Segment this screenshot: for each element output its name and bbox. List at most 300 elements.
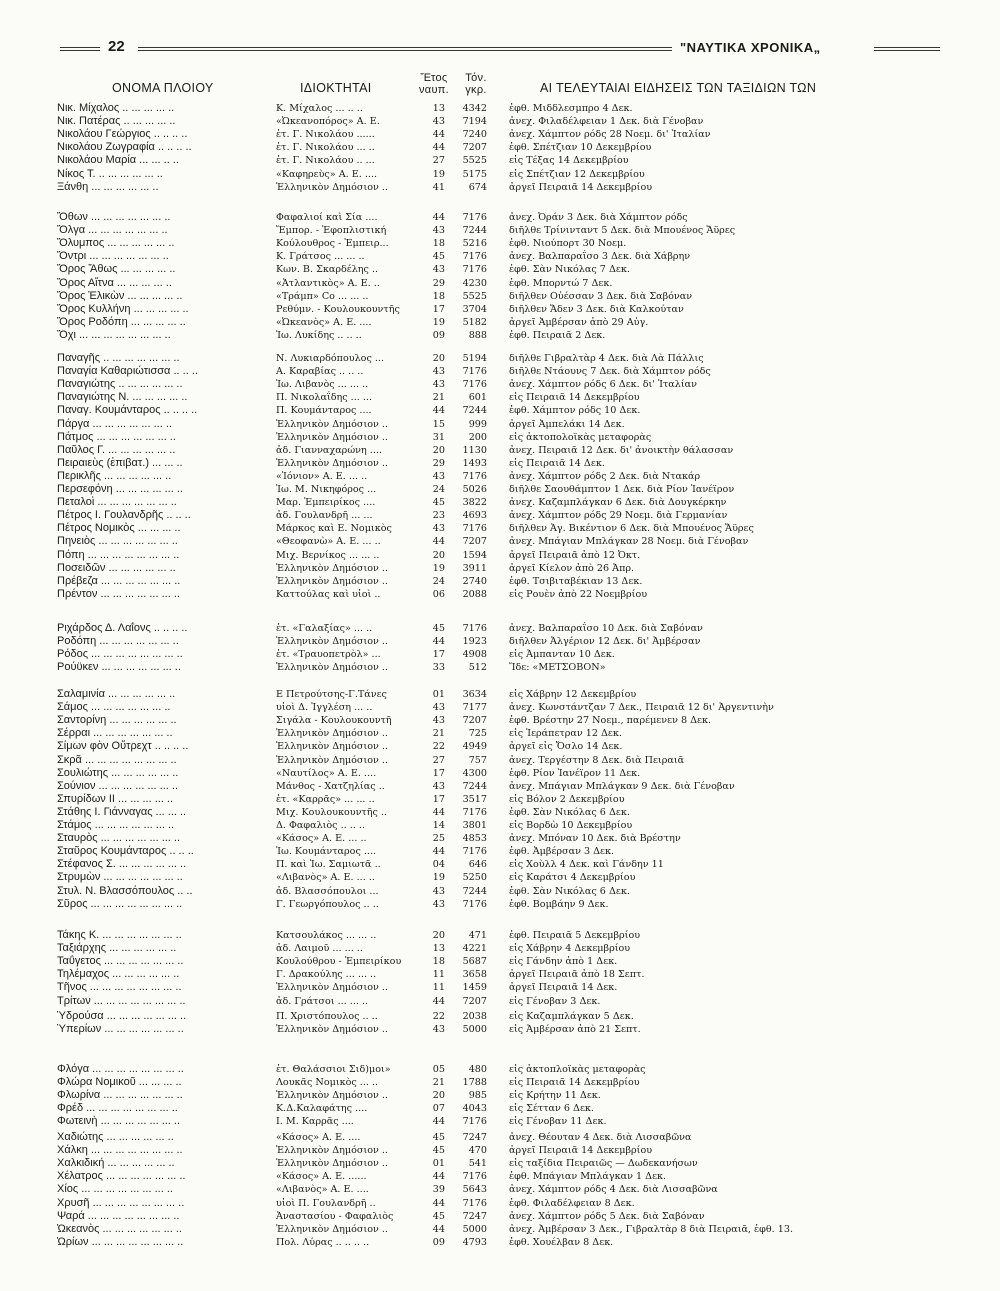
ship-year: 04 — [432, 859, 445, 871]
ship-year: 13 — [432, 943, 445, 955]
table-row — [0, 365, 1000, 378]
ship-name: Ὄρος Κυλλήνη ... ... ... ... .. — [57, 302, 189, 315]
ship-name: Περσεφόνη ... ... ... ... ... .. — [57, 483, 183, 495]
ship-year: 20 — [432, 444, 445, 456]
ship-name: Στυλ. Ν. Βλασσόπουλος .. .. — [57, 884, 193, 897]
ship-owner: Ἑλληνικὸν Δημόσιον .. — [276, 1145, 388, 1157]
ship-tonnage: 7176 — [462, 806, 487, 818]
ship-name: Ταΰγετος ... ... ... ... ... ... .. — [57, 955, 184, 968]
ship-name: Ὄρος Αἴτνα ... ... ... ... .. — [57, 276, 172, 289]
ship-name: Σαλαμινία ... ... ... ... ... .. — [57, 688, 176, 700]
table-row — [0, 858, 1000, 871]
table-row — [0, 1170, 1000, 1183]
page-header — [60, 38, 940, 62]
ship-year: 44 — [432, 1116, 445, 1128]
ship-name: Φλωρίνα ... ... ... ... ... ... .. — [57, 1089, 183, 1102]
ship-year: 17 — [432, 767, 445, 779]
ship-tonnage: 7176 — [462, 251, 487, 263]
ship-latest-news: ἀνεχ. Θέουταν 4 Δεκ. διὰ Λισσαβῶνα — [509, 1132, 692, 1143]
ship-latest-news: ἀνεχ. Χάμπτον ρόδς 4 Δεκ. διὰ Λισσαβῶνα — [509, 1184, 718, 1196]
ship-name: Ταξιάρχης ... ... ... ... ... .. — [57, 942, 177, 955]
ship-latest-news: ἐφθ. Μπορντώ 7 Δεκ. — [509, 277, 613, 289]
ship-tonnage: 200 — [468, 431, 487, 443]
table-row — [0, 661, 1000, 674]
ship-owner: «Τράμπ» Co ... ... .. — [276, 290, 369, 302]
ship-owner: Μιχ. Κουλουκουντῆς .. — [276, 806, 387, 818]
ship-tonnage: 5216 — [462, 238, 487, 250]
table-row — [0, 535, 1000, 548]
ship-owner: Π. καὶ Ἰω. Σαμιωτᾶ .. — [276, 859, 381, 871]
ship-owner: Ἑλληνικὸν Δημόσιον .. — [276, 457, 388, 469]
ship-owner: Πολ. Λύρας .. .. .. .. — [276, 1236, 370, 1248]
ship-year: 43 — [432, 780, 445, 792]
ship-year: 11 — [432, 969, 445, 981]
ship-year: 44 — [432, 142, 445, 154]
ship-tonnage: 7176 — [462, 1171, 487, 1183]
ship-latest-news: εἰς Γένοβαν 11 Δεκ. — [509, 1116, 607, 1128]
ship-owner: Γ. Δρακούλης ... ... .. — [276, 969, 377, 981]
ship-name: Πέτρος Ι. Γουλανδρῆς .. .. .. — [57, 509, 191, 522]
ship-owner: Μιχ. Βερνίκος ... ... .. — [276, 549, 380, 561]
table-row — [0, 955, 1000, 968]
table-row — [0, 1131, 1000, 1144]
ship-owner: υἱοὶ Δ. Ἰγγλέση ... .. — [276, 702, 373, 714]
ship-tonnage: 5194 — [462, 353, 487, 364]
ship-name: Σίμων φὸν Οὔτρεχτ .. .. .. .. — [57, 740, 189, 753]
ship-year: 43 — [432, 1024, 445, 1036]
ship-owner: Ἑλληνικὸν Δημόσιον .. — [276, 181, 388, 193]
ship-latest-news: εἰς Ρουὲν ἀπὸ 22 Νοεμβρίου — [509, 588, 648, 600]
ship-latest-news: ἀργεῖ Πειραιᾶ ἀπὸ 12 Ὀκτ. — [509, 549, 641, 561]
ship-name: Σῦρος ... ... ... ... ... ... ... .. — [57, 897, 183, 910]
ship-owner: Ἑλληνικὸν Δημόσιον .. — [276, 1158, 388, 1170]
ship-latest-news: ἐφθ. Σπέτζιαν 10 Δεκεμβρίου — [509, 142, 652, 154]
table-row — [0, 1210, 1000, 1223]
ship-year: 43 — [432, 366, 445, 378]
ship-latest-news: διῆλθεν Οὐέσσαν 3 Δεκ. διὰ Σαβόναν — [509, 290, 693, 302]
ship-tonnage: 3704 — [462, 303, 487, 315]
ship-year: 20 — [432, 930, 445, 941]
ship-latest-news: ἀργεῖ Κίελον ἀπὸ 26 Ἀπρ. — [509, 562, 635, 574]
ship-latest-news: ἀργεῖ εἰς Ὄσλο 14 Δεκ. — [509, 741, 623, 753]
ship-name: Νικολάου Μαρία ... ... .. .. — [57, 154, 179, 167]
ship-latest-news: ἀργεῖ Ἀμπελάκι 14 Δεκ. — [509, 418, 625, 430]
ship-name: Ὄρος Ἑλικὼν ... ... ... ... .. — [57, 289, 183, 302]
ship-owner: Κ.Δ.Καλαφάτης .... — [276, 1103, 368, 1115]
table-row — [0, 483, 1000, 496]
table-row — [0, 1063, 1000, 1076]
ship-year: 17 — [432, 649, 445, 661]
ship-tonnage: 471 — [468, 930, 487, 941]
ship-owner: Ἑλληνικὸν Δημόσιον .. — [276, 982, 388, 994]
ship-tonnage: 7176 — [462, 898, 487, 910]
ship-tonnage: 4230 — [462, 277, 487, 289]
ship-owner: «Ἀτλαντικὸς» Α. Ε. .. — [276, 277, 380, 289]
ship-owner: «Ὠκεανὸς» Α. Ε. .... — [276, 316, 372, 328]
ship-owner: Ἑλληνικὸν Δημόσιον .. — [276, 754, 388, 766]
ship-name: Ὠκεανὸς ... ... ... ... ... ... .. — [57, 1222, 182, 1235]
ship-name: Παναγιώτης .. ... ... ... ... .. — [57, 378, 183, 391]
ship-owner: Λουκᾶς Νομικὸς ... .. — [276, 1077, 379, 1089]
table-row — [0, 898, 1000, 911]
ship-year: 43 — [432, 885, 445, 897]
ship-year: 05 — [432, 1064, 445, 1075]
ship-tonnage: 1923 — [462, 636, 487, 648]
table-row — [0, 995, 1000, 1008]
ship-latest-news: ἀνεχ. Ὀράν 3 Δεκ. διὰ Χάμπτον ρόδς — [509, 212, 688, 223]
column-header-year — [414, 72, 454, 96]
table-row — [0, 303, 1000, 316]
table-row — [0, 329, 1000, 342]
table-row — [0, 1076, 1000, 1089]
ship-latest-news: εἰς Σέτταν 6 Δεκ. — [509, 1103, 594, 1115]
table-row — [0, 688, 1000, 701]
ship-year: 27 — [432, 155, 445, 167]
ship-tonnage: 3517 — [462, 793, 487, 805]
ship-owner: Ε Πετρούτσης-Γ.Τάνες — [276, 689, 387, 700]
ship-owner: Ἑλληνικὸν Δημόσιον .. — [276, 1223, 388, 1235]
ship-year: 21 — [432, 392, 445, 404]
table-row — [0, 1102, 1000, 1115]
table-row — [0, 263, 1000, 276]
table-row — [0, 290, 1000, 303]
ship-tonnage: 888 — [468, 329, 487, 341]
ship-name: Χίος ... ... ... ... ... ... ... .. — [57, 1183, 173, 1196]
ship-year: 01 — [432, 689, 445, 700]
ship-tonnage: 7207 — [462, 995, 487, 1007]
ship-name: Τηλέμαχος ... ... ... ... ... .. — [57, 968, 180, 981]
ship-owner: Π. Νικολαΐδης ... ... — [276, 392, 373, 404]
ship-name: Φρέδ ... ... ... ... ... ... ... .. — [57, 1102, 178, 1115]
table-row — [0, 1183, 1000, 1196]
ship-name: Πρέβεζα ... ... ... ... ... ... .. — [57, 574, 181, 587]
ship-owner: Φαφαλιοί καὶ Σία .... — [276, 212, 378, 223]
ship-owner: Ἑλληνικὸν Δημόσιον .. — [276, 431, 388, 443]
ship-tonnage: 5000 — [462, 1024, 487, 1036]
ship-owner: Κ. Γράτσος ... ... .. — [276, 251, 365, 263]
ship-year: 45 — [432, 1132, 445, 1143]
ship-tonnage: 1130 — [462, 444, 487, 456]
table-row — [0, 793, 1000, 806]
ship-latest-news: εἰς ταξίδια Πειραιῶς — Δωδεκανήσων — [509, 1158, 698, 1170]
ship-year: 44 — [432, 846, 445, 858]
ship-tonnage: 1788 — [462, 1077, 487, 1089]
ship-year: 20 — [432, 353, 445, 364]
table-row — [0, 115, 1000, 128]
ship-owner: Ἑλληνικὸν Δημόσιον .. — [276, 575, 388, 587]
ship-latest-news: εἰς Βόλον 2 Δεκεμβρίου — [509, 793, 625, 805]
ship-latest-news: Ἴδε: «ΜΕΤΣΟΒΟΝ» — [509, 662, 606, 674]
ship-name: Πειραιεὺς (ἐπιβατ.) ... ... .. — [57, 456, 183, 469]
ship-year: 44 — [432, 405, 445, 417]
ship-tonnage: 5687 — [462, 956, 487, 968]
ship-tonnage: 4693 — [462, 510, 487, 522]
ship-latest-news: εἰς Γάνδην ἀπὸ 1 Δεκ. — [509, 956, 618, 968]
ship-owner: Ἑλληνικὸν Δημόσιον .. — [276, 1090, 388, 1102]
ship-tonnage: 999 — [468, 418, 487, 430]
ship-latest-news: εἰς ἀκτοπλοϊκὰς μεταφορὰς — [509, 1064, 646, 1075]
ship-owner: Ν. Λυκιαρδόπουλος ... — [276, 353, 385, 364]
ship-year: 14 — [432, 820, 445, 831]
ship-latest-news: ἀνεχ. Χάμπτον ρόδς 6 Δεκ. δι' Ἰταλίαν — [509, 379, 697, 391]
ship-owner: Καττούλας καὶ υἱοὶ .. — [276, 588, 381, 600]
ship-owner: Ἑλληνικὸν Δημόσιον .. — [276, 1024, 388, 1036]
ship-tonnage: 5525 — [462, 290, 487, 302]
table-row — [0, 871, 1000, 884]
ship-name: Ὄρος Ἄθως ... ... ... ... .. — [57, 263, 176, 276]
ship-year: 39 — [432, 1184, 445, 1196]
ship-latest-news: εἰς Κρήτην 11 Δεκ. — [509, 1090, 601, 1102]
ship-year: 19 — [432, 316, 445, 328]
ship-owner: Ἰω. Κουμάνταρος .... — [276, 846, 377, 858]
ship-year: 44 — [432, 1171, 445, 1183]
ship-latest-news: ἐφθ. Σὰν Νικόλας 7 Δεκ. — [509, 264, 630, 276]
ship-owner: Κ. Μίχαλος ... .. .. — [276, 103, 363, 114]
ship-latest-news: ἀνεχ. Ἀμβέρσαν 3 Δεκ., Γιβραλτὰρ 8 διὰ Πειραιᾶ, ἐφθ. 13. — [509, 1223, 794, 1235]
ship-name: Ριχάρδος Δ. Λαΐονς .. .. .. .. — [57, 622, 188, 634]
ship-name: Ὑδρούσα ... ... ... ... ... ... .. — [57, 1010, 187, 1022]
ship-owner: Α. Καραβίας .. .. .. — [276, 366, 364, 378]
ship-name: Σκρᾶ ... ... ... ... ... ... ... .. — [57, 753, 177, 766]
ship-name: Φλώρα Νομικοῦ ... ... ... .. — [57, 1076, 182, 1089]
ship-tonnage: 3801 — [462, 820, 487, 831]
ship-latest-news: ἀνεχ. Βαλπαραΐσο 3 Δεκ. διὰ Χάβρην — [509, 251, 691, 263]
ship-latest-news: ἐφθ. Φιλαδέλφειαν 8 Δεκ. — [509, 1197, 635, 1209]
ship-owner: Π. Κουμάνταρος .... — [276, 405, 372, 417]
table-row — [0, 418, 1000, 431]
ship-owner: Σιγάλα - Κουλουκουντῆ — [276, 715, 392, 727]
ship-latest-news: ἀργεῖ Πειραιᾶ 14 Δεκεμβρίου — [509, 181, 653, 193]
ship-tonnage: 3822 — [462, 497, 487, 509]
ship-owner: «Θεοφανὼ» Α. Ε. ... .. — [276, 536, 381, 548]
ship-owner: Ἑλληνικὸν Δημόσιον .. — [276, 636, 388, 648]
ship-year: 41 — [432, 181, 445, 193]
ship-latest-news: εἰς Βορδὼ 10 Δεκεμβρίου — [509, 820, 633, 831]
ship-latest-news: ἐφθ. Ἀμβέρσαν 3 Δεκ. — [509, 846, 615, 858]
ship-year: 29 — [432, 457, 445, 469]
ship-owner: Ρεθύμν. - Κουλουκουντῆς — [276, 303, 400, 315]
column-header-year-line1: Ἔτος — [420, 72, 448, 84]
ship-latest-news: ἀνεχ. Τεργέστην 8 Δεκ. διὰ Πειραιᾶ — [509, 754, 685, 766]
ship-owner: Κατσουλάκος ... ... .. — [276, 930, 377, 941]
ship-latest-news: ἐφθ. Βρέστην 27 Νοεμ., παρέμενεν 8 Δεκ. — [509, 715, 712, 727]
ship-tonnage: 7244 — [462, 885, 487, 897]
ship-name: Σουλιώτης ... ... ... ... ... .. — [57, 766, 179, 779]
ship-latest-news: διῆλθεν Ἄδεν 3 Δεκ. διὰ Καλκούταν — [509, 303, 684, 315]
ship-year: 18 — [432, 238, 445, 250]
ship-year: 24 — [432, 575, 445, 587]
table-row — [0, 1236, 1000, 1249]
ship-name: Περικλῆς ... ... ... ... ... .. — [57, 469, 172, 482]
ship-owner: «Κάσος» Α. Ε. .... — [276, 1132, 361, 1143]
table-row — [0, 740, 1000, 753]
ship-name: Ξάνθη ... ... ... ... ... .. — [57, 180, 159, 193]
ship-name: Χαδιώτης ... ... ... ... ... .. — [57, 1131, 174, 1143]
ship-tonnage: 5175 — [462, 168, 487, 180]
table-row — [0, 562, 1000, 575]
ship-latest-news: ἐφθ. Πειραιᾶ 5 Δεκεμβρίου — [509, 930, 641, 941]
page-number: 22 — [108, 38, 125, 55]
ship-owner: Ι. Μ. Καρρᾶς .... — [276, 1116, 354, 1128]
ship-year: 45 — [432, 1210, 445, 1222]
ship-year: 09 — [432, 1236, 445, 1248]
ship-year: 43 — [432, 225, 445, 237]
ship-tonnage: 7176 — [462, 523, 487, 535]
ship-latest-news: ἐφθ. Σὰν Νικόλας 6 Δεκ. — [509, 885, 630, 897]
ship-year: 44 — [432, 806, 445, 818]
ship-latest-news: εἰς Χοὺλλ 4 Δεκ. καὶ Γάνδην 11 — [509, 859, 664, 871]
table-row — [0, 575, 1000, 588]
ship-latest-news: ἐφθ. Σὰν Νικόλας 6 Δεκ. — [509, 806, 630, 818]
ship-latest-news: ἀργεῖ Πειραιᾶ 14 Δεκ. — [509, 982, 618, 994]
table-row — [0, 714, 1000, 727]
ship-year: 44 — [432, 636, 445, 648]
ship-tonnage: 5026 — [462, 484, 487, 495]
table-row — [0, 237, 1000, 250]
magazine-title: "ΝΑΥΤΙΚΑ ΧΡΟΝΙΚΑ„ — [680, 40, 821, 55]
table-row — [0, 1023, 1000, 1036]
ship-name: Χάλκη ... ... ... ... ... ... ... .. — [57, 1144, 183, 1157]
ship-year: 20 — [432, 1090, 445, 1102]
ship-latest-news: ἀνεχ. Βαλπαραΐσο 10 Δεκ. διὰ Σαβόναν — [509, 623, 703, 634]
ship-tonnage: 7176 — [462, 470, 487, 482]
ship-latest-news: ἐφθ. Τσιβιταβέκιαν 13 Δεκ. — [509, 575, 643, 587]
ship-year: 45 — [432, 623, 445, 634]
ship-year: 29 — [432, 277, 445, 289]
ship-owner: «Καφηρεὺς» Α. Ε. .... — [276, 168, 378, 180]
ship-tonnage: 3658 — [462, 969, 487, 981]
header-rule-left — [60, 47, 100, 51]
ship-tonnage: 4908 — [462, 649, 487, 661]
table-row — [0, 635, 1000, 648]
ship-latest-news: διῆλθε Σαουθάμπτον 1 Δεκ. διὰ Ρίον Ἰανέϊρον — [509, 484, 735, 495]
ship-name: Πάργα ... ... ... ... ... ... .. — [57, 417, 172, 430]
ship-name: Παῦλος Γ. ... ... ... ... ... .. — [57, 443, 176, 456]
ship-tonnage: 601 — [468, 392, 487, 404]
ship-name: Παναγία Καθαριώτισσα .. .. .. — [57, 365, 198, 378]
table-row — [0, 845, 1000, 858]
ship-name: Πηνειὸς ... ... ... ... ... ... .. — [57, 535, 178, 548]
ship-year: 19 — [432, 168, 445, 180]
ship-year: 31 — [432, 431, 445, 443]
table-row — [0, 496, 1000, 509]
ship-owner: ἀδ. Γράτσοι ... ... .. — [276, 995, 369, 1007]
ship-owner: Μάρκος καὶ Ε. Νομικὸς — [276, 523, 392, 535]
ship-year: 44 — [432, 129, 445, 141]
ship-name: Σάμος ... ... ... ... ... ... .. — [57, 701, 171, 714]
ship-owner: ἀδ. Γιανναχαρώνη .... — [276, 444, 382, 456]
ship-latest-news: εἰς Σπέτζιαν 12 Δεκεμβρίου — [509, 168, 645, 180]
ship-tonnage: 4793 — [462, 1236, 487, 1248]
ship-name: Ὑπερίων ... ... ... ... ... ... .. — [57, 1023, 184, 1036]
ship-tonnage: 646 — [468, 859, 487, 871]
ship-owner: ἑτ. «Τραυοπετρὸλ» ... — [276, 649, 381, 661]
ship-tonnage: 7177 — [462, 702, 487, 714]
table-row — [0, 1223, 1000, 1236]
ship-name: Νικολάου Ζωγραφία .. .. .. .. — [57, 141, 192, 154]
ship-latest-news: ἀργεῖ Πειραιᾶ 14 Δεκεμβρίου — [509, 1145, 653, 1157]
ship-tonnage: 1594 — [462, 549, 487, 561]
ship-latest-news: εἰς Καράτσι 4 Δεκεμβρίου — [509, 872, 636, 884]
table-row — [0, 819, 1000, 832]
ship-tonnage: 725 — [468, 728, 487, 740]
ship-year: 07 — [432, 1103, 445, 1115]
ship-tonnage: 7244 — [462, 780, 487, 792]
ship-tonnage: 7207 — [462, 536, 487, 548]
ship-owner: Ἰω. Λιβανὸς ... ... .. — [276, 379, 369, 391]
ship-name: Παναγιώτης Ν. ... ... ... ... .. — [57, 391, 188, 404]
ship-latest-news: ἀργεῖ Ἀμβέρσαν ἀπὸ 29 Αὐγ. — [509, 316, 649, 328]
ship-tonnage: 7240 — [462, 129, 487, 141]
table-row — [0, 154, 1000, 167]
ship-tonnage: 1493 — [462, 457, 487, 469]
ship-latest-news: ἀργεῖ Πειραιᾶ ἀπὸ 18 Σεπτ. — [509, 969, 645, 981]
ship-name: Σαντορίνη ... ... ... ... ... .. — [57, 714, 177, 727]
ship-owner: ἀδ. Λαιμοῦ ... ... .. — [276, 943, 363, 955]
header-rule-middle — [138, 47, 672, 51]
ship-year: 15 — [432, 418, 445, 430]
table-row — [0, 102, 1000, 115]
ship-year: 33 — [432, 662, 445, 674]
ship-tonnage: 7244 — [462, 225, 487, 237]
ship-year: 44 — [432, 212, 445, 223]
table-row — [0, 1157, 1000, 1170]
ship-name: Πρέντον ... ... ... ... ... ... .. — [57, 587, 180, 600]
ship-tonnage: 7176 — [462, 623, 487, 634]
ship-owner: ἑτ. Γ. Νικολάου .. ... — [276, 155, 375, 167]
ship-name: Πέτρος Νομικὸς ... ... ... .. — [57, 522, 181, 535]
ship-tonnage: 5643 — [462, 1184, 487, 1196]
ship-year: 11 — [432, 982, 445, 994]
ship-tonnage: 7247 — [462, 1210, 487, 1222]
ship-tonnage: 2038 — [462, 1011, 487, 1022]
ship-latest-news: ἀνεχ. Καζαμπλάγκαν 6 Δεκ. διὰ Δουγκέρκην — [509, 497, 727, 509]
ship-latest-news: ἐφθ. Νιούπορτ 30 Νοεμ. — [509, 238, 627, 250]
ship-tonnage: 7176 — [462, 379, 487, 391]
ship-name: Νικ. Πατέρας .. ... ... ... .. — [57, 115, 176, 128]
ship-owner: Μαρ. Ἐμπειρίκος .... — [276, 497, 376, 509]
header-rule-right — [874, 47, 940, 51]
ship-name: Τῆνος ... ... ... ... ... ... ... .. — [57, 981, 182, 994]
ship-name: Χρυσῆ ... ... ... ... ... ... ... .. — [57, 1196, 185, 1209]
ship-name: Χαλκιδική ... ... ... ... ... .. — [57, 1157, 175, 1170]
ship-year: 44 — [432, 1197, 445, 1209]
ship-tonnage: 3634 — [462, 689, 487, 700]
ship-owner: υἱοὶ Π. Γουλανδρῆ .. — [276, 1197, 376, 1209]
ship-owner: Μάνθος - Χατζηλίας .. — [276, 780, 385, 792]
ship-name: Νικ. Μίχαλος .. ... ... ... .. — [57, 102, 175, 114]
ship-year: 43 — [432, 264, 445, 276]
ship-name: Φλόγα ... ... ... ... ... ... ... .. — [57, 1063, 184, 1075]
ship-tonnage: 2740 — [462, 575, 487, 587]
ship-owner: «Λιβανὸς» Α. Ε. ... .. — [276, 872, 375, 884]
ship-year: 43 — [432, 116, 445, 128]
table-row — [0, 250, 1000, 263]
ship-year: 19 — [432, 872, 445, 884]
ship-owner: Ἑλληνικὸν Δημόσιον .. — [276, 741, 388, 753]
ship-tonnage: 512 — [468, 662, 487, 674]
ship-year: 44 — [432, 1223, 445, 1235]
ship-year: 23 — [432, 510, 445, 522]
ship-tonnage: 541 — [468, 1158, 487, 1170]
ship-name: Σταυρὸς ... ... ... ... ... ... .. — [57, 832, 181, 845]
ship-owner: ἑτ. Γ. Νικολάου ...... — [276, 129, 375, 141]
ship-name: Σταῦρος Κουμάνταρος .. .. .. — [57, 845, 194, 858]
ship-latest-news: διῆλθε Ντάουνς 7 Δεκ. διὰ Χάμπτον ρόδς — [509, 366, 711, 378]
ship-owner: «Λιβανὸς» Α. Ε. .... — [276, 1184, 369, 1196]
ship-name: Στάμος ... ... ... ... ... ... .. — [57, 819, 175, 831]
ship-name: Νίκος Τ. .. ... ... ... ... .. — [57, 167, 163, 180]
